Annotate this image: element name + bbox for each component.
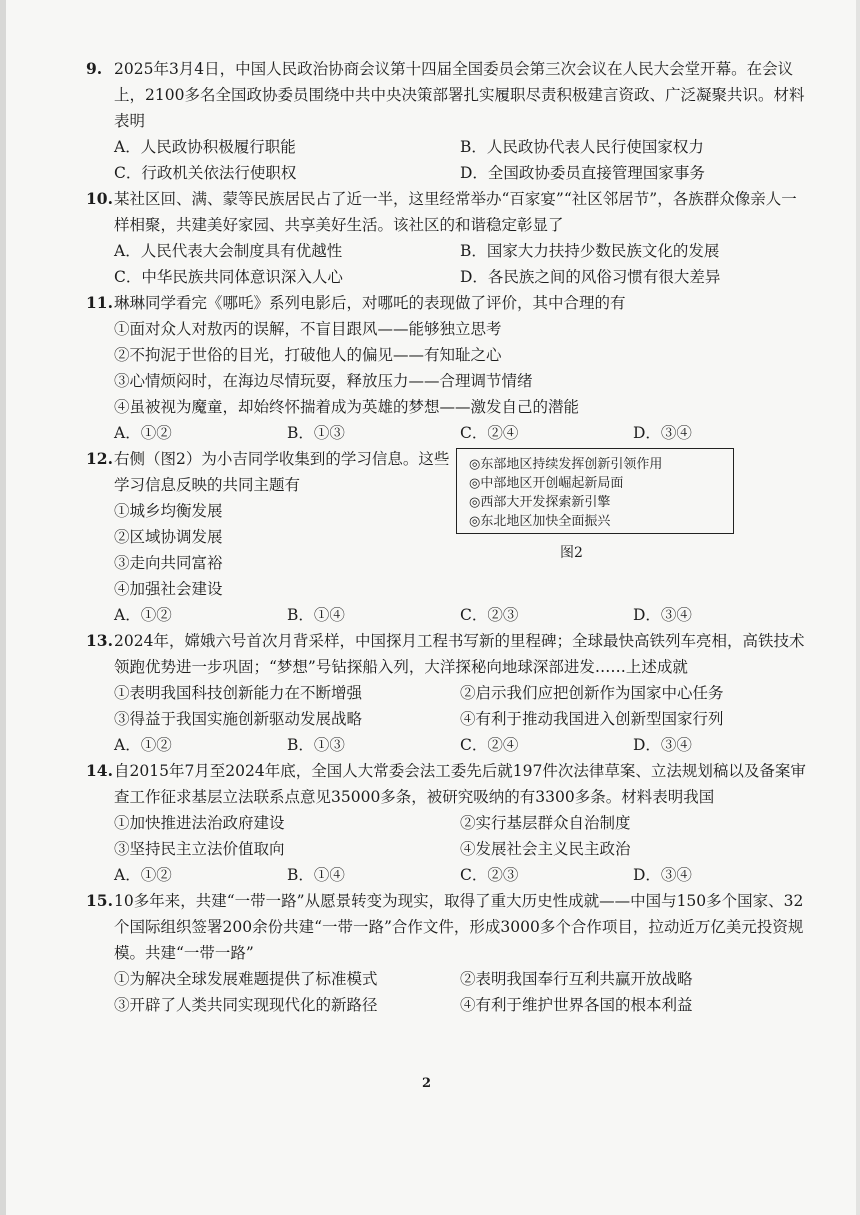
statement-2: ②启示我们应把创新作为国家中心任务 [460, 684, 724, 702]
option-a: A．①② [114, 866, 172, 884]
exam-page [86, 56, 806, 1018]
statement-2: ②区域协调发展 [114, 528, 223, 546]
option-a: A．①② [114, 424, 172, 442]
statement-row [86, 836, 806, 862]
statement-row [86, 706, 806, 732]
statement-3: ③坚持民主立法价值取向 [114, 840, 285, 858]
option-c: C．②③ [460, 866, 519, 884]
question-12 [86, 446, 806, 628]
question-11 [86, 290, 806, 446]
statement-3: ③心情烦闷时，在海边尽情玩耍，释放压力——合理调节情绪 [114, 372, 533, 390]
options [86, 732, 806, 758]
statement-2: ②表明我国奉行互利共赢开放战略 [460, 970, 693, 988]
statement-4: ④有利于维护世界各国的根本利益 [460, 996, 693, 1014]
stem-text: 自2015年7月至2024年底，全国人大常委会法工委先后就197件次法律草案、立法规划稿以及备案审查工作征求基层立法联系点意见35000多条，被研究吸纳的有3300多条。材料表明我国 [114, 762, 806, 806]
option-c: C．行政机关依法行使职权 [114, 164, 297, 182]
statement-row [86, 966, 806, 992]
option-b: B．①③ [287, 424, 345, 442]
stem-text: 2025年3月4日，中国人民政治协商会议第十四届全国委员会第三次会议在人民大会堂开幕。在会议上，2100多名全国政协委员围绕中共中央决策部署扎实履职尽责积极建言资政、广泛凝聚共识。材料表明 [114, 60, 805, 130]
question-stem [86, 628, 806, 680]
options [86, 238, 806, 290]
option-a: A．人民代表大会制度具有优越性 [114, 242, 343, 260]
statement-3: ③得益于我国实施创新驱动发展战略 [114, 710, 363, 728]
question-stem [86, 290, 806, 316]
statement-3: ③开辟了人类共同实现现代化的新路径 [114, 996, 378, 1014]
page-number: 2 [422, 1076, 432, 1091]
statement-row [86, 680, 806, 706]
option-a: A．人民政协积极履行职能 [114, 138, 296, 156]
stem-text: 2024年，嫦娥六号首次月背采样，中国探月工程书写新的里程碑；全球最快高铁列车亮相，高铁技术领跑优势进一步巩固；“梦想”号钻探船入列，大洋探秘向地球深部进发……上述成就 [114, 632, 805, 676]
question-13 [86, 628, 806, 758]
question-number: 12. [86, 449, 113, 468]
figure-line-4: ◎东北地区加快全面振兴 [469, 514, 611, 529]
statement-list [86, 316, 806, 420]
figure-line-2: ◎中部地区开创崛起新局面 [469, 476, 624, 491]
figure-caption: 图2 [560, 545, 583, 561]
question-stem [86, 758, 806, 810]
question-10 [86, 186, 806, 290]
options [86, 862, 806, 888]
statement-list [86, 498, 474, 602]
figure-2-box [456, 448, 734, 534]
stem-text: 某社区回、满、蒙等民族居民占了近一半，这里经常举办“百家宴”“社区邻居节”，各族群众像亲人一样相聚，共建美好家园、共享美好生活。该社区的和谐稳定彰显了 [114, 190, 797, 234]
option-b: B．①④ [287, 606, 345, 624]
stem-text: 右侧（图2）为小吉同学收集到的学习信息。这些学习信息反映的共同主题有 [114, 450, 450, 494]
figure-line-3: ◎西部大开发探索新引擎 [469, 495, 611, 510]
question-number: 9. [86, 59, 103, 78]
question-stem [86, 56, 806, 134]
question-9 [86, 56, 806, 186]
options [86, 134, 806, 186]
option-d: D．③④ [633, 606, 692, 624]
statement-4: ④发展社会主义民主政治 [460, 840, 631, 858]
option-a: A．①② [114, 606, 172, 624]
option-c: C．中华民族共同体意识深入人心 [114, 268, 343, 286]
question-number: 11. [86, 293, 113, 312]
option-c: C．②③ [460, 606, 519, 624]
options [86, 602, 806, 628]
question-stem [86, 888, 806, 966]
question-number: 13. [86, 631, 113, 650]
option-b: B．国家大力扶持少数民族文化的发展 [460, 242, 720, 260]
statement-4: ④虽被视为魔童，却始终怀揣着成为英雄的梦想——激发自己的潜能 [114, 398, 580, 416]
option-d: D．③④ [633, 866, 692, 884]
statement-4: ④加强社会建设 [114, 580, 223, 598]
option-d: D．各民族之间的风俗习惯有很大差异 [460, 268, 721, 286]
option-a: A．①② [114, 736, 172, 754]
question-stem [86, 446, 454, 498]
statement-1: ①加快推进法治政府建设 [114, 814, 285, 832]
scan-edge-right [856, 0, 860, 1215]
question-number: 10. [86, 189, 113, 208]
statement-row [86, 992, 806, 1018]
question-stem [86, 186, 806, 238]
question-number: 14. [86, 761, 113, 780]
option-c: C．②④ [460, 736, 519, 754]
stem-text: 琳琳同学看完《哪吒》系列电影后，对哪吒的表现做了评价，其中合理的有 [114, 294, 626, 312]
scan-edge-left [0, 0, 6, 1215]
statement-1: ①面对众人对敖丙的误解，不盲目跟风——能够独立思考 [114, 320, 502, 338]
statement-row [86, 810, 806, 836]
option-d: D．③④ [633, 424, 692, 442]
statement-1: ①为解决全球发展难题提供了标准模式 [114, 970, 378, 988]
stem-text: 10多年来，共建“一带一路”从愿景转变为现实，取得了重大历史性成就——中国与150多个国家、32个国际组织签署200余份共建“一带一路”合作文件，形成3000多个合作项目，拉动近万亿美元投资规模。共建“一带一路” [114, 892, 804, 962]
statement-1: ①表明我国科技创新能力在不断增强 [114, 684, 363, 702]
statement-2: ②实行基层群众自治制度 [460, 814, 631, 832]
figure-line-1: ◎东部地区持续发挥创新引领作用 [469, 457, 663, 472]
statement-1: ①城乡均衡发展 [114, 502, 223, 520]
statement-4: ④有利于推动我国进入创新型国家行列 [460, 710, 724, 728]
options [86, 420, 806, 446]
question-number: 15. [86, 891, 113, 910]
option-b: B．①③ [287, 736, 345, 754]
statement-2: ②不拘泥于世俗的目光，打破他人的偏见——有知耻之心 [114, 346, 502, 364]
question-15 [86, 888, 806, 1018]
option-d: D．③④ [633, 736, 692, 754]
option-d: D．全国政协委员直接管理国家事务 [460, 164, 705, 182]
option-b: B．①④ [287, 866, 345, 884]
question-14 [86, 758, 806, 888]
statement-3: ③走向共同富裕 [114, 554, 223, 572]
option-b: B．人民政协代表人民行使国家权力 [460, 138, 704, 156]
option-c: C．②④ [460, 424, 519, 442]
